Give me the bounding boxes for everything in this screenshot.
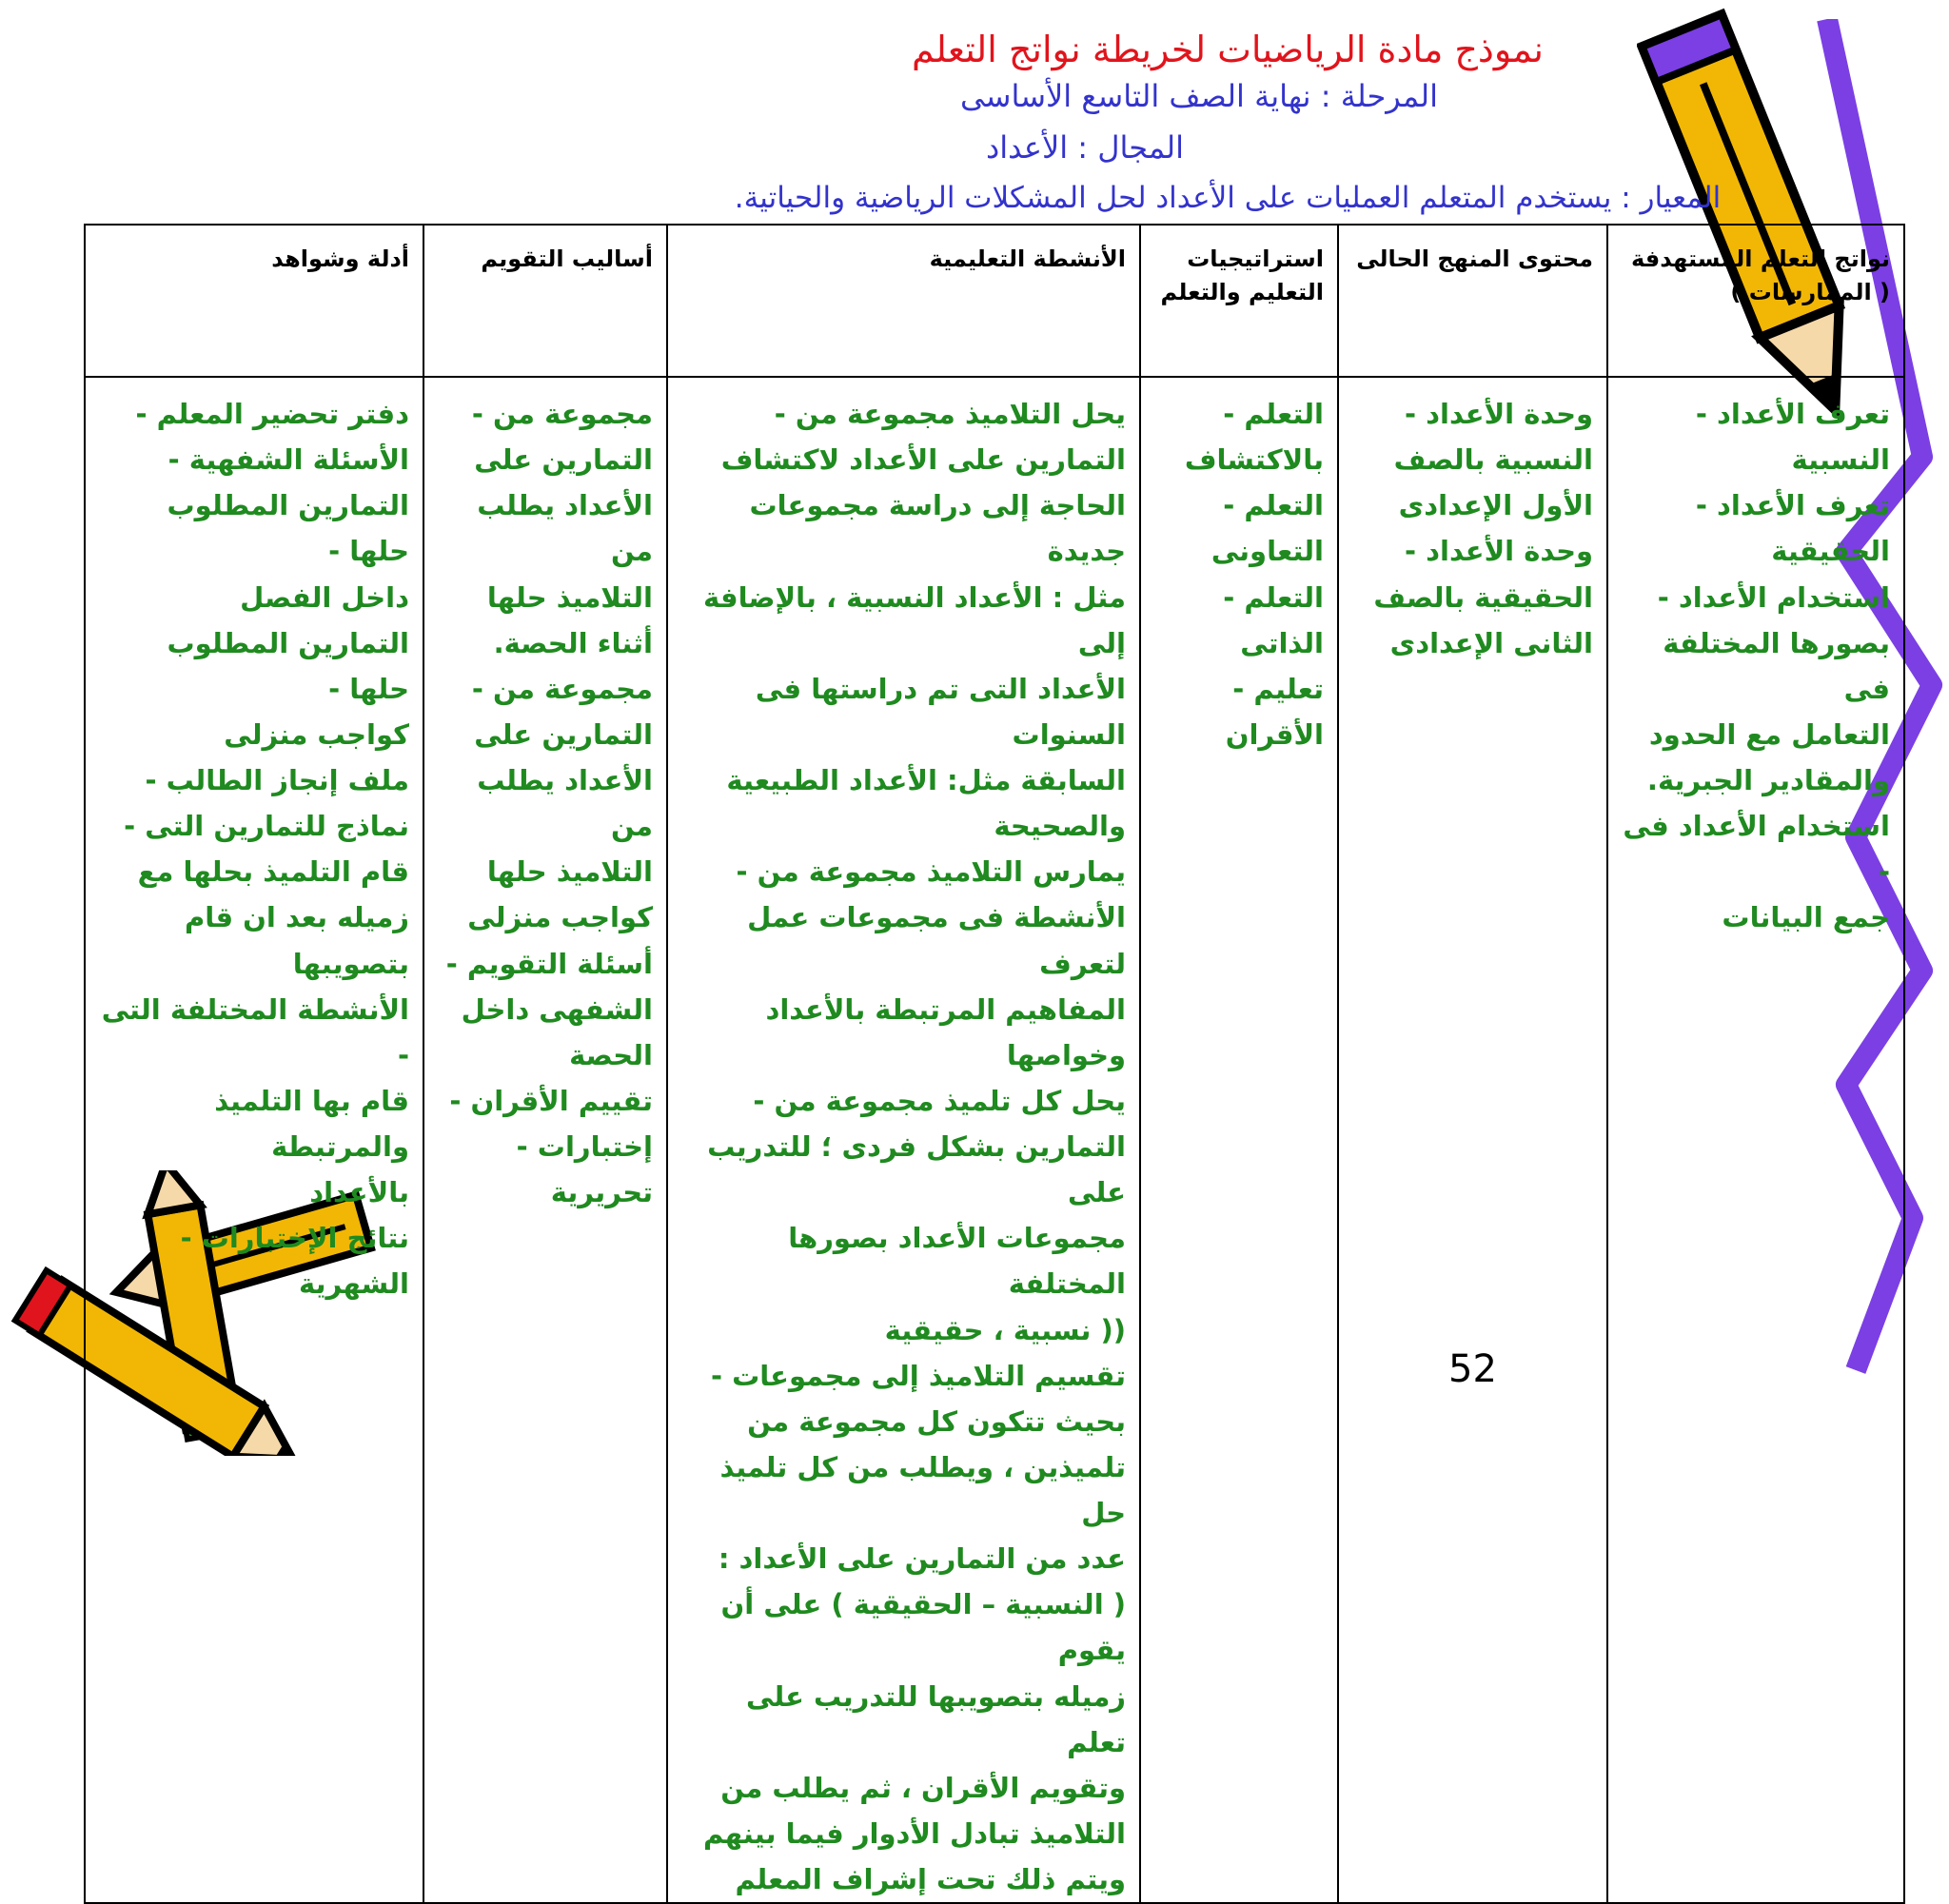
- strategies-cell: [1140, 377, 1338, 1903]
- cell-line: الثانى الإعدادى: [1389, 626, 1593, 659]
- cell-line: جمع البيانات: [1722, 901, 1890, 934]
- cell-line: مجموعات الأعداد بصورها المختلفة: [788, 1222, 1126, 1301]
- cell-line: كواجب منزلى: [467, 901, 653, 934]
- header-evidence: أدلة وشواهد: [85, 225, 423, 377]
- cell-line: والمقادير الجبرية.: [1646, 764, 1890, 796]
- cell-line: وحدة الأعداد -: [1405, 398, 1593, 430]
- table-row: [85, 377, 1904, 1903]
- cell-line: التمارين على: [474, 717, 653, 751]
- cell-line: الحقيقية بالصف: [1373, 580, 1593, 614]
- cell-line: التلاميذ تبادل الأدوار فيما بينهم: [703, 1816, 1126, 1850]
- cell-line: التعلم -: [1223, 398, 1324, 430]
- cell-line: التمارين على الأعداد لاكتشاف: [720, 443, 1126, 477]
- cell-line: قام التلميذ بحلها مع: [137, 855, 409, 889]
- cell-line: نتائج الإختبارات -: [180, 1222, 409, 1255]
- header-outcomes: نواتج التعلم المستهدفة ( الممارسات ): [1607, 225, 1904, 377]
- standard-line: المعيار : يستخدم المتعلم العمليات على الأعداد لحل المشكلات الرياضية والحياتية.: [734, 181, 1722, 215]
- cell-line: والصحيحة: [994, 810, 1126, 843]
- cell-line: الأسئلة الشفهية -: [167, 443, 409, 477]
- cell-line: وخواصها: [1006, 1038, 1126, 1071]
- cell-line: التلاميذ حلها: [486, 580, 653, 614]
- evidence-cell: [85, 377, 423, 1903]
- page-number: 52: [1448, 1347, 1497, 1391]
- cell-line: تعرف الأعداد -: [1695, 398, 1890, 430]
- cell-line: التعاونى: [1211, 535, 1324, 568]
- cell-line: ملف إنجاز الطالب -: [145, 764, 409, 796]
- cell-line: الأقران: [1225, 717, 1324, 751]
- cell-line: الذاتى: [1240, 626, 1324, 659]
- cell-line: الشهرية: [299, 1267, 409, 1301]
- cell-line: التعلم -: [1223, 489, 1324, 522]
- cell-line: استخدام الأعداد -: [1657, 580, 1890, 614]
- header-assessment: أساليب التقويم: [423, 225, 667, 377]
- cell-line: الأنشطة فى مجموعات عمل لتعرف: [747, 901, 1126, 980]
- cell-line: التلاميذ حلها: [486, 855, 653, 889]
- cell-line: النسبية بالصف: [1393, 443, 1593, 477]
- cell-line: أسئلة التقويم -: [445, 947, 653, 980]
- cell-line: كواجب منزلى: [224, 717, 409, 751]
- cell-line: بالاكتشاف: [1184, 443, 1324, 477]
- cell-line: بحيث تتكون كل مجموعة من: [747, 1404, 1126, 1438]
- cell-line: الحاجة إلى دراسة مجموعات جديدة: [749, 489, 1126, 568]
- curriculum-cell: [1338, 377, 1607, 1903]
- cell-line: المفاهيم المرتبطة بالأعداد: [765, 992, 1126, 1026]
- cell-line: السابقة مثل: الأعداد الطبيعية: [726, 764, 1126, 796]
- page-title: نموذج مادة الرياضيات لخريطة نواتج التعلم: [912, 29, 1544, 70]
- cell-line: الأنشطة المختلفة التى -: [101, 992, 409, 1071]
- cell-line: يحل كل تلميذ مجموعة من -: [753, 1084, 1126, 1117]
- cell-line: الشفهى داخل: [461, 992, 653, 1026]
- cell-line: عدد من التمارين على الأعداد :: [718, 1542, 1126, 1576]
- learning-outcomes-table: [84, 224, 1905, 1904]
- cell-line: النسبية: [1791, 443, 1890, 477]
- assessment-cell: [423, 377, 667, 1903]
- cell-line: وحدة الأعداد -: [1405, 535, 1593, 568]
- cell-line: يحل التلاميذ مجموعة من -: [774, 398, 1126, 430]
- cell-line: مجموعة من -: [471, 398, 653, 430]
- cell-line: تلميذين ، ويطلب من كل تلميذ حل: [719, 1450, 1126, 1529]
- cell-line: يمارس التلاميذ مجموعة من -: [736, 855, 1126, 889]
- cell-line: زميله بتصويبها للتدريب على تعلم: [745, 1679, 1126, 1758]
- cell-line: مثل : الأعداد النسبية ، بالإضافة إلى: [703, 580, 1126, 659]
- cell-line: تقسيم التلاميذ إلى مجموعات -: [711, 1359, 1126, 1392]
- cell-line: بالأعداد: [309, 1176, 409, 1209]
- cell-line: تعليم -: [1232, 672, 1324, 705]
- cell-line: ( النسبية – الحقيقية ) على أن يقوم: [720, 1588, 1126, 1667]
- cell-line: التمارين المطلوب حلها -: [167, 626, 409, 705]
- cell-line: التمارين على: [474, 443, 653, 477]
- header-activities: الأنشطة التعليمية: [667, 225, 1140, 377]
- cell-line: وتقويم الأقران ، ثم يطلب من: [720, 1771, 1126, 1804]
- cell-line: تقييم الأقران -: [449, 1084, 653, 1117]
- cell-line: الأعداد يطلب من: [477, 489, 653, 568]
- cell-line: مجموعة من -: [471, 672, 653, 705]
- cell-line: التعامل مع الحدود: [1648, 717, 1890, 751]
- table-header-row: [85, 225, 1904, 377]
- cell-line: نماذج للتمارين التى -: [124, 810, 409, 843]
- cell-line: إختبارات -: [516, 1130, 653, 1163]
- cell-line: استخدام الأعداد فى -: [1623, 810, 1890, 889]
- cell-line: قام بها التلميذ والمرتبطة: [214, 1084, 409, 1163]
- header-strategies: استراتيجيات التعليم والتعلم: [1140, 225, 1338, 377]
- cell-line: تعرف الأعداد -: [1695, 489, 1890, 522]
- cell-line: أثناء الحصة.: [493, 626, 653, 659]
- cell-line: الأعداد يطلب من: [477, 764, 653, 843]
- outcomes-cell: [1607, 377, 1904, 1903]
- cell-line: الأعداد التى تم دراستها فى السنوات: [755, 672, 1126, 751]
- cell-line: بتصويبها: [292, 947, 409, 980]
- cell-line: دفتر تحضير المعلم -: [135, 398, 409, 430]
- domain-line: المجال : الأعداد: [985, 129, 1185, 166]
- stage-line: المرحلة : نهاية الصف التاسع الأساسى: [959, 78, 1439, 114]
- cell-line: التمارين بشكل فردى ؛ للتدريب على: [707, 1130, 1126, 1209]
- cell-line: تحريرية: [550, 1176, 653, 1209]
- cell-line: الحقيقية: [1771, 535, 1890, 568]
- cell-line: ويتم ذلك تحت إشراف المعلم: [735, 1863, 1126, 1895]
- header-curriculum: محتوى المنهج الحالى: [1338, 225, 1607, 377]
- cell-line: بصورها المختلفة فى: [1663, 626, 1890, 705]
- cell-line: الحصة: [569, 1038, 653, 1071]
- cell-line: (( نسبية ، حقيقية: [884, 1313, 1126, 1346]
- cell-line: الأول الإعدادى: [1398, 489, 1593, 522]
- cell-line: داخل الفصل: [240, 580, 409, 614]
- activities-cell: [667, 377, 1140, 1903]
- cell-line: التعلم -: [1223, 580, 1324, 614]
- cell-line: التمارين المطلوب حلها -: [167, 489, 409, 568]
- cell-line: زميله بعد ان قام: [184, 901, 409, 934]
